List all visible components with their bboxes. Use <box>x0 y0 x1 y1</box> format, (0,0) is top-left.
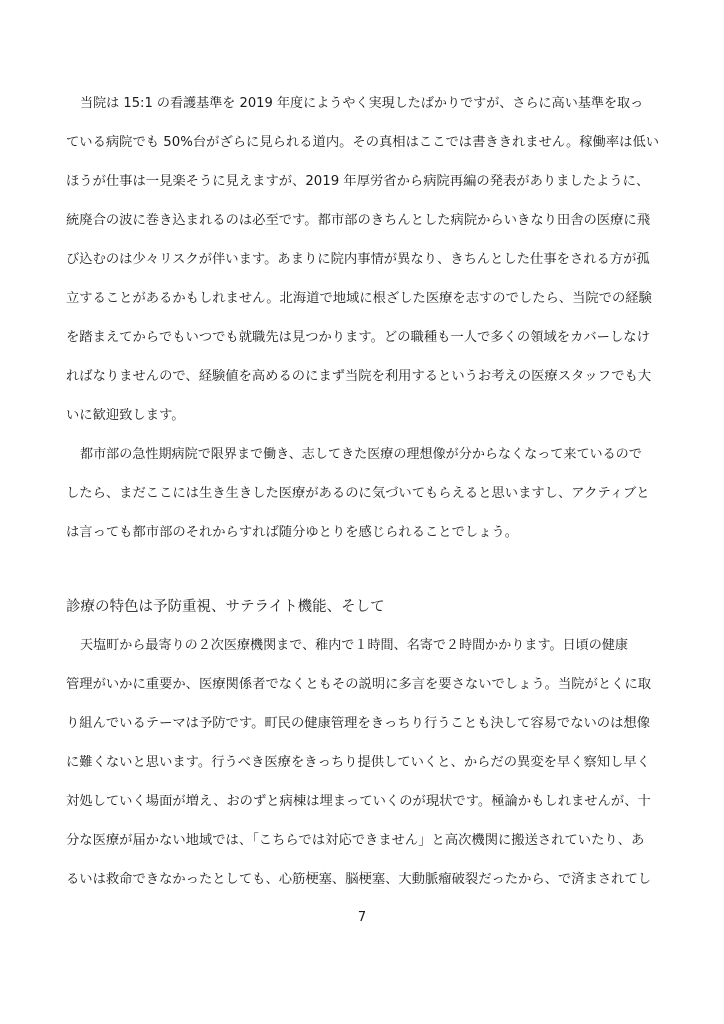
paragraph-3-line-5: 対処していく場面が増え、おのずと病棟は埋まっていくのが現状です。極論かもしれませんが、十 <box>66 794 651 809</box>
paragraph-3-line-7: るいは救命できなかったとしても、心筋梗塞、脳梗塞、大動脈瘤破裂だったから、で済まされてし <box>66 872 652 887</box>
paragraph-1-line-5: び込むのは少々リスクが伴います。あまりに院内事情が異なり、きちんとした仕事をされる方が孤 <box>66 252 650 267</box>
paragraph-1-line-1: 当院は 15:1 の看護基準を 2019 年度にようやく実現したばかりですが、さらに高い基準を取っ <box>80 96 644 111</box>
paragraph-2-line-1: 都市部の急性期病院で限界まで働き、志してきた医療の理想像が分からなくなって来ているので <box>80 447 642 462</box>
paragraph-1-line-4: 統廃合の波に巻き込まれるのは必至です。都市部のきちんとした病院からいきなり田舎の医療に飛 <box>66 213 650 228</box>
paragraph-1-line-9: いに歓迎致します。 <box>66 408 185 423</box>
paragraph-2-line-2: したら、まだここには生き生きした医療があるのに気づいてもらえると思いますし、アクティブと <box>66 486 650 501</box>
paragraph-3-line-6: 分な医療が届かない地域では、「こちらでは対応できません」と高次機関に搬送されていたり、あ <box>66 833 645 848</box>
paragraph-3-line-2: 管理がいかに重要か、医療関係者でなくともその説明に多言を要さないでしょう。当院がとくに取 <box>66 677 652 692</box>
paragraph-1-line-3: ほうが仕事は一見楽そうに見えますが、2019 年厚労省から病院再編の発表がありましたように、 <box>66 174 650 189</box>
page-number: 7 <box>357 910 367 925</box>
paragraph-1-line-7: を踏まえてからでもいつでも就職先は見つかります。どの職種も一人で多くの領域をカバーしなけ <box>66 330 650 345</box>
section-heading: 診療の特色は予防重視、サテライト機能、そして <box>66 599 385 615</box>
paragraph-1-line-6: 立することがあるかもしれません。北海道で地域に根ざした医療を志すのでしたら、当院での経験 <box>66 291 652 306</box>
paragraph-2-line-3: は言っても都市部のそれからすれば随分ゆとりを感じられることでしょう。 <box>66 525 519 540</box>
paragraph-3-line-4: に難くないと思います。行うべき医療をきっちり提供していくと、からだの異変を早く察知し早く <box>66 755 650 770</box>
paragraph-3-line-1: 天塩町から最寄りの２次医療機関まで、稚内で１時間、名寄で２時間かかります。日頃の健康 <box>80 638 628 653</box>
paragraph-3-line-3: り組んでいるテーマは予防です。町民の健康管理をきっちり行うことも決して容易でないのは想像 <box>66 716 650 731</box>
paragraph-1-line-8: ればなりませんので、経験値を高めるのにまず当院を利用するというお考えの医療スタッフでも大 <box>66 369 652 384</box>
paragraph-1-line-2: ている病院でも 50%台がざらに見られる道内。その真相はここでは書ききれません。稼働率は低い <box>66 135 660 150</box>
